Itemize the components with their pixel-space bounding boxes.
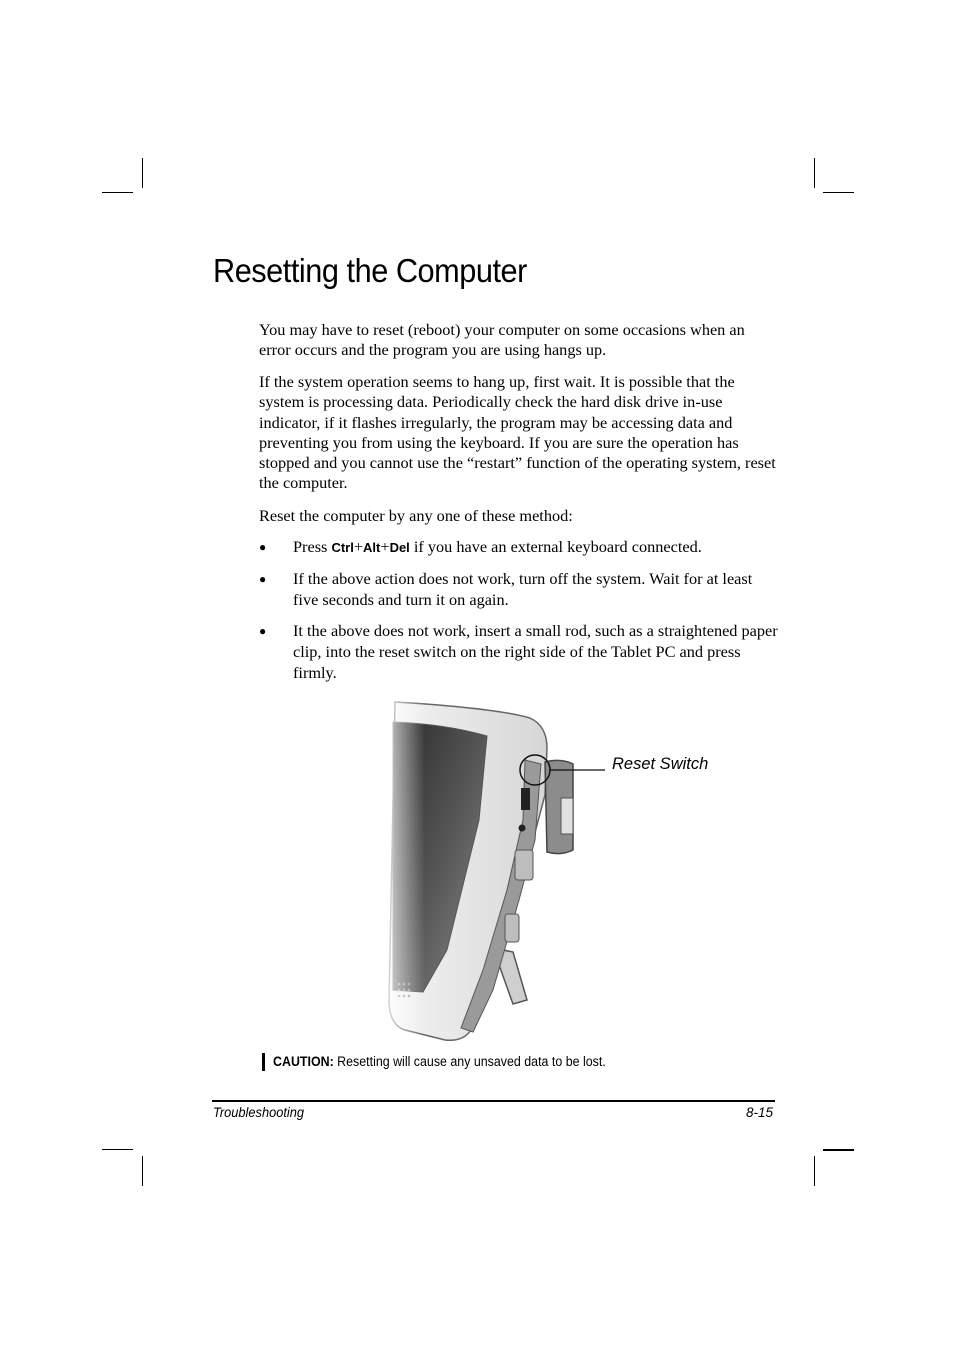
bullet-text: It the above does not work, insert a small rod, such as a straightened paper clip, into the reset switch on the right side of the Tablet PC and press firmly. [293,621,778,682]
reset-switch-callout: Reset Switch [612,755,709,773]
tablet-pc-illustration [375,700,755,1042]
key-ctrl: Ctrl [331,540,354,555]
footer-page-number: 8-15 [745,1105,773,1120]
bullet-text-prefix: Press [293,537,332,556]
crop-mark-bottom-right-v [814,1156,815,1186]
key-separator: + [380,537,390,556]
hang-up-paragraph: If the system operation seems to hang up, first wait. It is possible that the system is processing data. Periodically check the hard disk drive in-use indicator, if it flashes irregularly, the program may be accessing data and preventing you from using the keyboard. If you are sure the operation has stopped and you cannot use the “restart” function of the operating system, reset the computer. [259,372,776,493]
key-del: Del [389,540,410,555]
crop-mark-bottom-left-h [102,1149,133,1150]
methods-intro-paragraph: Reset the computer by any one of these method: [259,506,573,525]
crop-mark-top-right-h [823,192,854,193]
list-item [259,569,779,610]
footer-divider [212,1100,775,1102]
key-alt: Alt [363,540,381,555]
bullet-text-suffix: if you have an external keyboard connected. [409,537,702,556]
bullet-text: If the above action does not work, turn off the system. Wait for at least five seconds and turn it on again. [293,569,753,609]
footer-section-name: Troubleshooting [213,1105,305,1120]
intro-paragraph: You may have to reset (reboot) your computer on some occasions when an error occurs and the program you are using hangs up. [259,320,745,360]
list-item [259,621,779,683]
bullet-icon: ● [259,624,267,639]
crop-mark-top-left-v [142,158,143,188]
crop-mark-bottom-left-v [142,1156,143,1186]
list-item [259,537,779,559]
caution-marker [262,1053,265,1071]
crop-mark-top-left-h [102,192,133,193]
caution-label: CAUTION: [273,1054,334,1069]
caution-note [273,1053,606,1071]
caution-text: Resetting will cause any unsaved data to be lost. [333,1054,606,1069]
key-separator: + [353,537,364,556]
reset-methods-list [259,537,779,694]
crop-mark-top-right-v [814,158,815,188]
crop-mark-bottom-right-h [823,1149,854,1151]
bullet-icon: ● [259,540,267,554]
page-title: Resetting the Computer [213,252,527,289]
bullet-icon: ● [259,572,267,587]
